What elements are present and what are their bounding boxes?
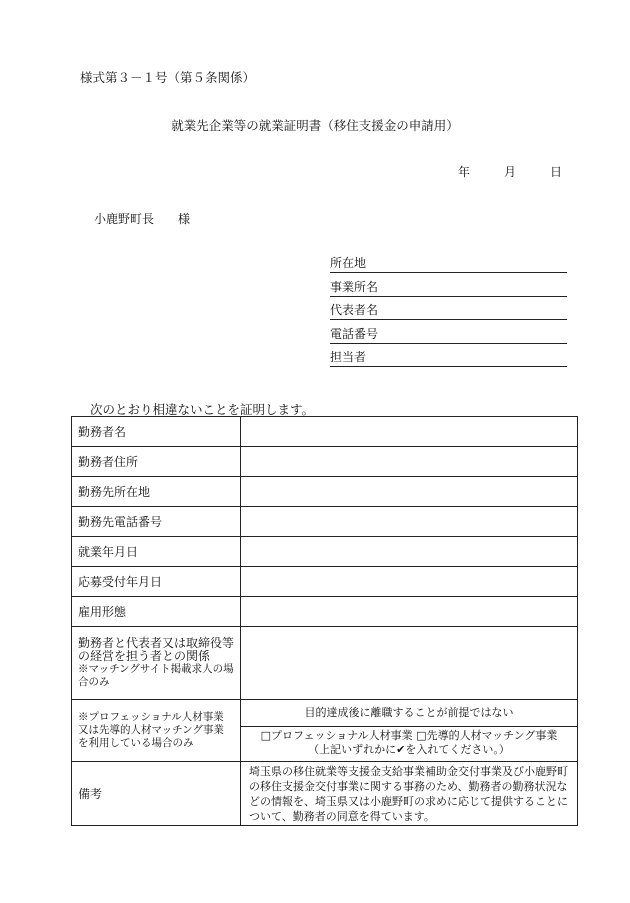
program-options bbox=[241, 727, 577, 761]
certificate-table bbox=[71, 416, 578, 826]
workplace-phone-cell[interactable] bbox=[241, 507, 578, 537]
table-row bbox=[72, 762, 578, 826]
worker-address-cell[interactable] bbox=[241, 447, 578, 477]
table-row bbox=[72, 700, 578, 762]
date-day-label: 日 bbox=[550, 165, 563, 179]
table-row bbox=[72, 447, 578, 477]
check-instruction: （上記いずれかに✔を入れてください。） bbox=[308, 743, 510, 756]
row-label: 勤務先所在地 bbox=[72, 477, 241, 507]
row-label: 就業年月日 bbox=[72, 537, 241, 567]
field-representative[interactable] bbox=[330, 302, 567, 320]
row-label: 勤務先電話番号 bbox=[72, 507, 241, 537]
row-label: 勤務者住所 bbox=[72, 447, 241, 477]
professional-cell bbox=[241, 700, 578, 762]
date-month-label: 月 bbox=[504, 165, 517, 179]
remarks-text: 埼玉県の移住就業等支援金支給事業補助金交付事業及び小鹿野町の移住支援金交付事業に関する事務のため、勤務者の勤務状況などの情報を、埼玉県又は小鹿野町の求めに応じて提供することについて、勤務者の同意を得ています。 bbox=[249, 764, 568, 823]
field-contact-person-label: 担当者 bbox=[330, 350, 367, 364]
field-phone-label: 電話番号 bbox=[330, 327, 379, 341]
field-phone[interactable] bbox=[330, 326, 567, 344]
table-row bbox=[72, 417, 578, 447]
form-number: 様式第３－１号（第５条関係） bbox=[80, 70, 256, 85]
no-resignation-statement: 目的達成後に離職することが前提ではない bbox=[241, 700, 577, 727]
row-label: 勤務者名 bbox=[72, 417, 241, 447]
relation-note: ※マッチングサイト掲載求人の場合のみ bbox=[78, 663, 234, 688]
field-contact-person[interactable] bbox=[330, 349, 567, 367]
table-row bbox=[72, 507, 578, 537]
table-row bbox=[72, 597, 578, 627]
date-line bbox=[458, 163, 562, 180]
relation-label-cell bbox=[72, 627, 241, 700]
program-checkboxes[interactable]: □プロフェッショナル人材事業 □先導的人材マッチング事業 bbox=[260, 729, 558, 742]
intro-text: 次のとおり相違ないことを証明します。 bbox=[90, 402, 315, 417]
field-business-name-label: 事業所名 bbox=[330, 280, 379, 294]
field-business-name[interactable] bbox=[330, 279, 567, 297]
relation-label: 勤務者と代表者又は取締役等の経営を担う者との関係 bbox=[78, 636, 235, 663]
table-row bbox=[72, 627, 578, 700]
employment-date-cell[interactable] bbox=[241, 537, 578, 567]
field-address-label: 所在地 bbox=[330, 256, 367, 270]
workplace-address-cell[interactable] bbox=[241, 477, 578, 507]
field-address[interactable] bbox=[330, 255, 567, 273]
row-label: 雇用形態 bbox=[72, 597, 241, 627]
row-label: 応募受付年月日 bbox=[72, 567, 241, 597]
professional-label: ※プロフェッショナル人材事業又は先導的人材マッチング事業を利用している場合のみ bbox=[72, 700, 241, 762]
application-date-cell[interactable] bbox=[241, 567, 578, 597]
worker-name-cell[interactable] bbox=[241, 417, 578, 447]
relation-cell[interactable] bbox=[241, 627, 578, 700]
date-year-label: 年 bbox=[458, 165, 471, 179]
addressee: 小鹿野町長 様 bbox=[94, 212, 191, 226]
employment-type-cell[interactable] bbox=[241, 597, 578, 627]
table-row bbox=[72, 567, 578, 597]
document-title: 就業先企業等の就業証明書（移住支援金の申請用） bbox=[171, 118, 459, 133]
remarks-label: 備考 bbox=[72, 762, 241, 826]
remarks-cell bbox=[241, 762, 578, 826]
table-row bbox=[72, 477, 578, 507]
field-representative-label: 代表者名 bbox=[330, 303, 379, 317]
table-row bbox=[72, 537, 578, 567]
